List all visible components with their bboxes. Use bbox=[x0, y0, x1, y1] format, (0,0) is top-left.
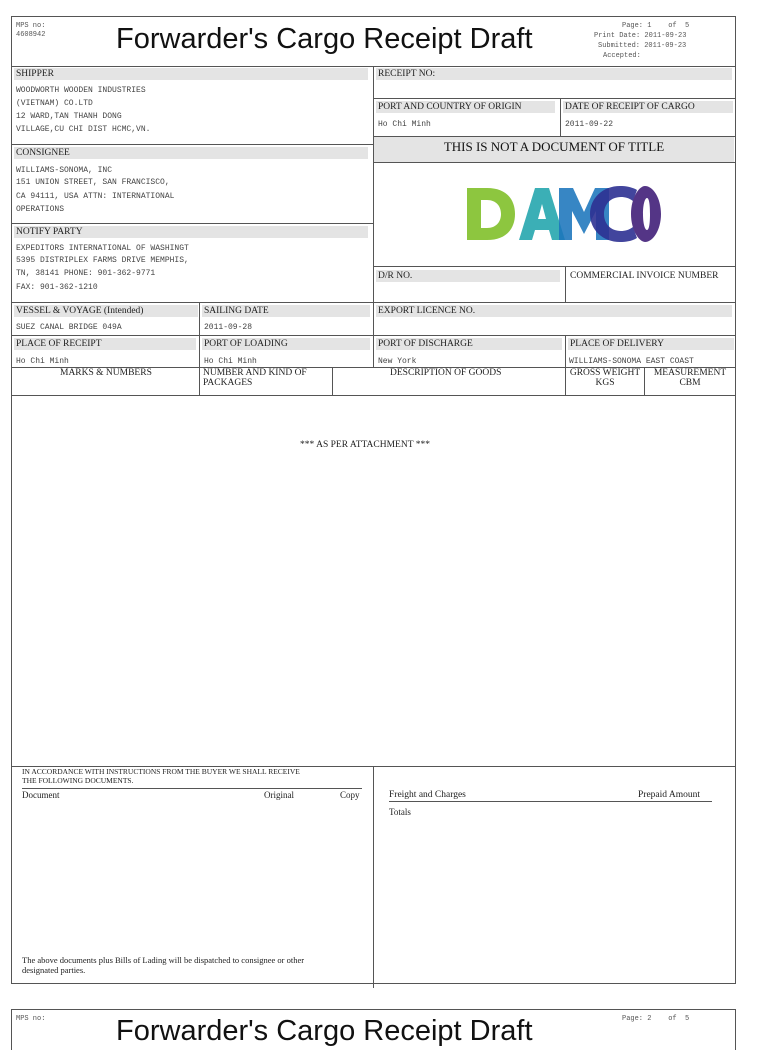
dr-no-label: D/R NO. bbox=[376, 270, 560, 282]
place-receipt-label: PLACE OF RECEIPT bbox=[14, 338, 196, 350]
doc-col-copy: Copy bbox=[340, 790, 360, 800]
port-loading-value: Ho Chi Minh bbox=[204, 357, 257, 366]
notify-line-1: EXPEDITORS INTERNATIONAL OF WASHINGT bbox=[16, 244, 189, 253]
date-receipt-value: 2011-09-22 bbox=[565, 120, 614, 129]
logo-letter-o bbox=[631, 186, 661, 242]
sailing-date-label: SAILING DATE bbox=[202, 305, 370, 317]
port-discharge-value: New York bbox=[378, 357, 417, 366]
shipper-line-2: (VIETNAM) CO.LTD bbox=[16, 99, 93, 108]
notify-line-3: TN, 38141 PHONE: 901-362-9771 bbox=[16, 269, 156, 278]
export-licence-label: EXPORT LICENCE NO. bbox=[376, 305, 732, 317]
col-description: DESCRIPTION OF GOODS bbox=[390, 368, 502, 378]
consignee-line-2: 151 UNION STREET, SAN FRANCISCO, bbox=[16, 178, 170, 187]
notify-line-2: 5395 DISTRIPLEX FARMS DRIVE MEMPHIS, bbox=[16, 256, 189, 265]
place-delivery-label: PLACE OF DELIVERY bbox=[568, 338, 734, 350]
shipper-label: SHIPPER bbox=[14, 68, 368, 80]
receipt-no-label: RECEIPT NO: bbox=[376, 68, 732, 80]
consignee-label: CONSIGNEE bbox=[14, 147, 368, 159]
instructions-text: IN ACCORDANCE WITH INSTRUCTIONS FROM THE BUYER WE SHALL RECEIVE THE FOLLOWING DOCUMENTS. bbox=[22, 767, 300, 785]
col-marks: MARKS & NUMBERS bbox=[60, 368, 152, 378]
place-delivery-value: WILLIAMS-SONOMA EAST COAST bbox=[569, 357, 694, 366]
col-measurement: MEASUREMENT CBM bbox=[653, 368, 727, 388]
doc-col-document: Document bbox=[22, 790, 60, 800]
logo-letter-d bbox=[467, 188, 515, 240]
page-2-mps-label: MPS no: bbox=[16, 1015, 46, 1023]
submitted-date: Submitted: 2011-09-23 bbox=[598, 42, 687, 50]
place-receipt-value: Ho Chi Minh bbox=[16, 357, 69, 366]
sailing-date-value: 2011-09-28 bbox=[204, 323, 253, 332]
prepaid-label: Prepaid Amount bbox=[638, 790, 701, 800]
doc-col-original: Original bbox=[264, 790, 294, 800]
page-indicator: Page: 1 of 5 bbox=[622, 22, 690, 30]
shipper-line-4: VILLAGE,CU CHI DIST HCMC,VN. bbox=[16, 125, 151, 134]
notify-label: NOTIFY PARTY bbox=[14, 226, 368, 238]
commercial-invoice-label: COMMERCIAL INVOICE NUMBER bbox=[570, 271, 719, 281]
page-title: Forwarder's Cargo Receipt Draft bbox=[116, 23, 533, 55]
col-gross: GROSS WEIGHT KGS bbox=[569, 368, 641, 388]
accepted-date: Accepted: bbox=[603, 52, 641, 60]
origin-value: Ho Chi Minh bbox=[378, 120, 431, 129]
damco-logo bbox=[463, 184, 663, 244]
col-packages: NUMBER AND KIND OF PACKAGES bbox=[203, 368, 307, 388]
consignee-line-1: WILLIAMS-SONOMA, INC bbox=[16, 166, 113, 175]
page-2-indicator: Page: 2 of 5 bbox=[622, 1015, 690, 1023]
title-notice: THIS IS NOT A DOCUMENT OF TITLE bbox=[374, 137, 734, 162]
print-date: Print Date: 2011-09-23 bbox=[594, 32, 687, 40]
page-2-title: Forwarder's Cargo Receipt Draft bbox=[116, 1015, 533, 1047]
dispatch-note: The above documents plus Bills of Lading will be dispatched to consignee or other designated parties. bbox=[22, 955, 305, 975]
origin-label: PORT AND COUNTRY OF ORIGIN bbox=[376, 101, 555, 113]
date-receipt-label: DATE OF RECEIPT OF CARGO bbox=[563, 101, 733, 113]
shipper-line-1: WOODWORTH WOODEN INDUSTRIES bbox=[16, 86, 146, 95]
port-discharge-label: PORT OF DISCHARGE bbox=[376, 338, 562, 350]
totals-label: Totals bbox=[389, 807, 411, 817]
shipper-line-3: 12 WARD,TAN THANH DONG bbox=[16, 112, 122, 121]
logo-letter-a bbox=[519, 188, 565, 240]
vessel-value: SUEZ CANAL BRIDGE 049A bbox=[16, 323, 122, 332]
consignee-line-3: CA 94111, USA ATTN: INTERNATIONAL bbox=[16, 192, 175, 201]
mps-number: 4608942 bbox=[16, 31, 46, 39]
attachment-note: *** AS PER ATTACHMENT *** bbox=[300, 440, 430, 450]
freight-label: Freight and Charges bbox=[389, 790, 466, 800]
port-loading-label: PORT OF LOADING bbox=[202, 338, 370, 350]
mps-label: MPS no: bbox=[16, 22, 46, 30]
notify-line-4: FAX: 901-362-1210 bbox=[16, 283, 98, 292]
vessel-label: VESSEL & VOYAGE (Intended) bbox=[14, 305, 198, 317]
consignee-line-4: OPERATIONS bbox=[16, 205, 65, 214]
